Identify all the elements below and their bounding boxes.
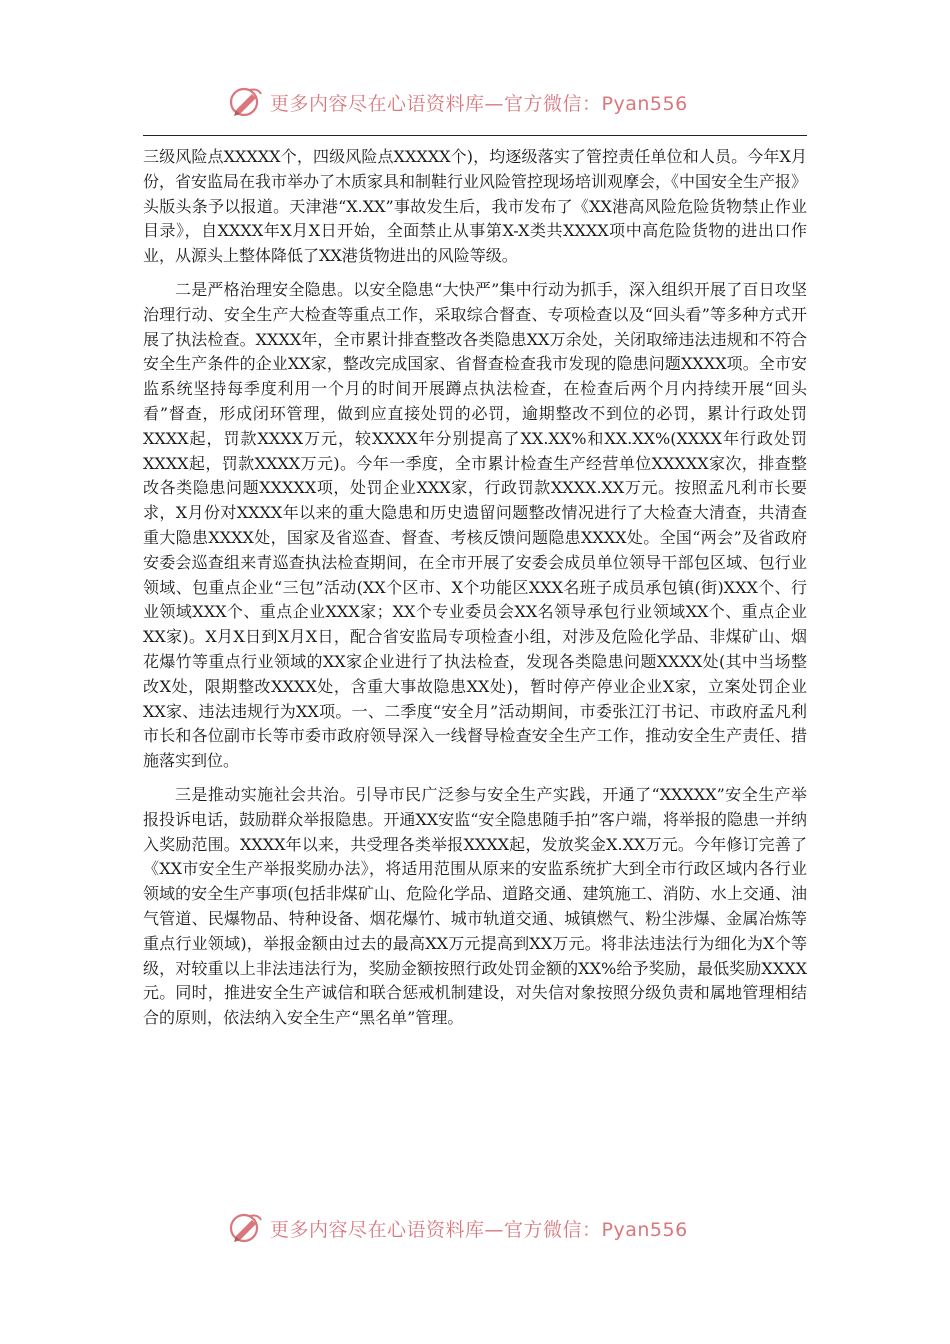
pen-logo-icon xyxy=(228,84,264,120)
paragraph-continued: 三级风险点XXXXX个，四级风险点XXXXX个)，均逐级落实了管控责任单位和人员。今年X月份，省安监局在我市举办了木质家具和制鞋行业风险管控现场培训观摩会，《中国安全生产报》头版头条予以报道。天津港“X.XX”事故发生后，我市发布了《XX港高风险危险货物禁止作业目录》，自XXXX年X月X日开始，全面禁止从事第X-X类共XXXX项中高危险货物的进出口作业，从源头上整体降低了XX港货物进出的风险等级。 xyxy=(143,147,808,266)
header-banner xyxy=(228,82,748,122)
paragraph-social-governance: 三是推动实施社会共治。引导市民广泛参与安全生产实践，开通了“XXXXX”安全生产举报投诉电话，鼓励群众举报隐患。开通XX安监“安全隐患随手拍”客户端，将举报的隐患一并纳入奖励范围。XXXX年以来，共受理各类举报XXXX起，发放奖金X.XX万元。今年修订完善了《XX市安全生产举报奖励办法》，将适用范围从原来的安监系统扩大到全市行政区域内各行业领域的安全生产事项(包括非煤矿山、危险化学品、道路交通、建筑施工、消防、水上交通、油气管道、民爆物品、特种设备、烟花爆竹、城市轨道交通、城镇燃气、粉尘涉爆、金属冶炼等重点行业领域)，举报金额由过去的最高XX万元提高到XX万元。将非法违法行为细化为X个等级，对较重以上非法违法行为，奖励金额按照行政处罚金额的XX%给予奖励，最低奖励XXXX元。同时，推进安全生产诚信和联合惩戒机制建设，对失信对象按照分级负责和属地管理相结合的原则，依法纳入安全生产“黑名单”管理。 xyxy=(143,784,807,1028)
document-body xyxy=(143,145,807,1031)
header-divider xyxy=(143,135,807,136)
footer-banner xyxy=(228,1208,748,1248)
header-banner-text: 更多内容尽在心语资料库—官方微信：Pyan556 xyxy=(270,92,688,115)
paragraph-hazard-governance: 二是严格治理安全隐患。以安全隐患“大快严”集中行动为抓手，深入组织开展了百日攻坚治理行动、安全生产大检查等重点工作，采取综合督查、专项检查以及“回头看”等多种方式开展了执法检查。XXXX年，全市累计排查整改各类隐患XX万余处，关闭取缔违法违规和不符合安全生产条件的企业XX家，整改完成国家、省督查检查我市发现的隐患问题XXXX项。全市安监系统坚持每季度利用一个月的时间开展蹲点执法检查，在检查后两个月内持续开展“回头看”督查，形成闭环管理，做到应直接处罚的必罚，逾期整改不到位的必罚，累计行政处罚XXXX起，罚款XXXX万元，较XXXX年分别提高了XX.XX%和XX.XX%(XXXX年行政处罚XXXX起，罚款XXXX万元)。今年一季度，全市累计检查生产经营单位XXXXX家次，排查整改各类隐患问题XXXXX项，处罚企业XXX家，行政罚款XXXX.XX万元。按照孟凡利市长要求，X月份对XXXX年以来的重大隐患和历史遗留问题整改情况进行了大检查大清查，共清查重大隐患XXXX处，国家及省巡查、督查、考核反馈问题隐患XXXX处。全国“两会”及省政府安委会巡查组来青巡查执法检查期间，在全市开展了安委会成员单位领导干部包区域、包行业领域、包重点企业“三包”活动(XX个区市、X个功能区XXX名班子成员承包镇(街)XXX个、行业领域XXX个、重点企业XXX家；XX个专业委员会XX名领导承包行业领域XX个、重点企业XX家)。X月X日到X月X日，配合省安监局专项检查小组，对涉及危险化学品、非煤矿山、烟花爆竹等重点行业领域的XX家企业进行了执法检查，发现各类隐患问题XXXX处(其中当场整改X处，限期整改XXXX处，含重大事故隐患XX处)，暂时停产停业企业X家，立案处罚企业XX家、违法违规行为XX项。一、二季度“安全月”活动期间，市委张江汀书记、市政府孟凡利市长和各位副市长等市委市政府领导深入一线督导检查安全生产工作，推动安全生产责任、措施落实到位。 xyxy=(143,279,807,771)
footer-banner-text: 更多内容尽在心语资料库—官方微信：Pyan556 xyxy=(270,1218,688,1241)
pen-logo-icon xyxy=(228,1210,264,1246)
